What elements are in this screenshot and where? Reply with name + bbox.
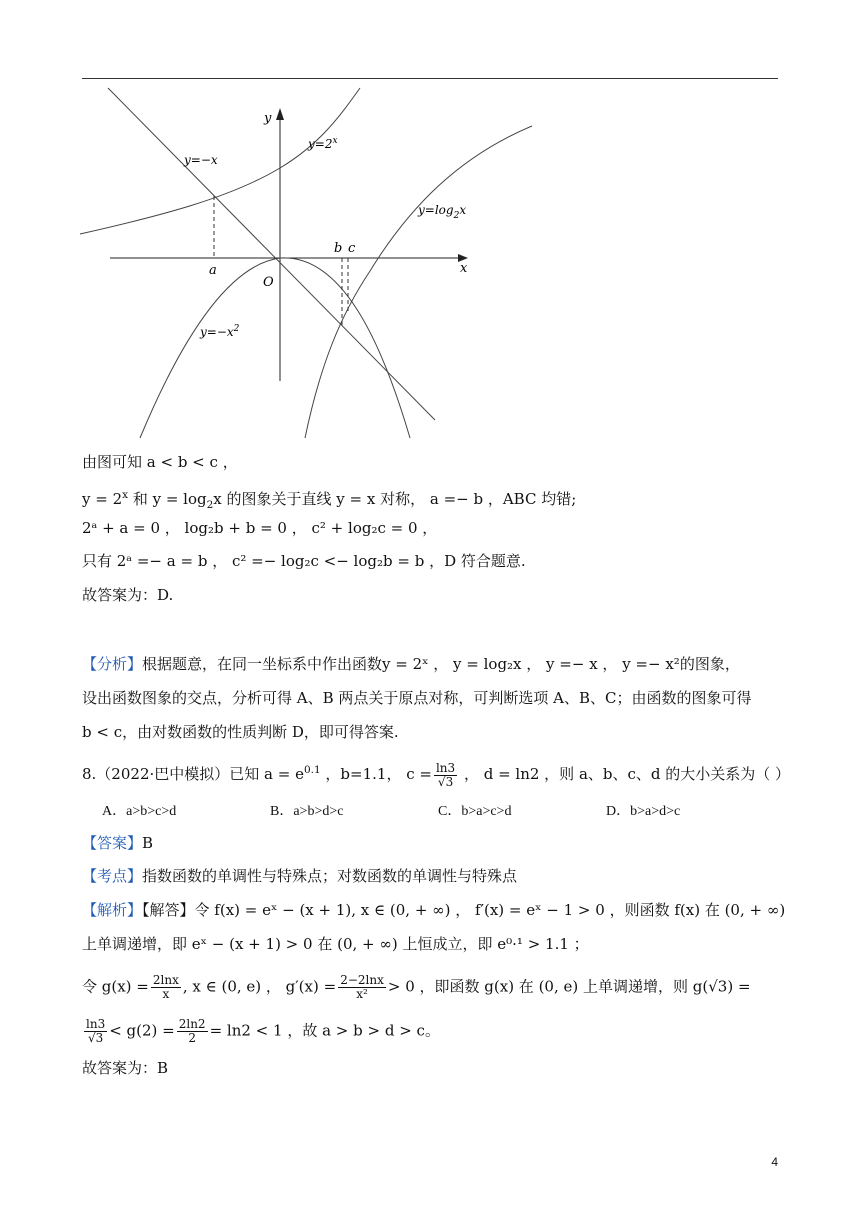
page-number: 4	[771, 1155, 778, 1169]
curve-neg-x-squared	[140, 258, 410, 438]
solution-line-2: 上单调递增，即 eˣ − (x + 1) > 0 在 (0, + ∞) 上恒成立，即 e⁰·¹ > 1.1 ；	[82, 935, 589, 953]
option-d: D．b>a>d>c	[606, 804, 681, 819]
analysis-tag: 【分析】	[82, 655, 143, 673]
text-line-2: $y = 2^x$ 和 $y = \log_2x$ 的图象关于直线 y = x 对称， a =− b ，ABC 均错;	[82, 489, 577, 511]
solution-tag: 【解析】	[82, 901, 143, 919]
label-neg-x-squared: $y=-x^2$	[200, 324, 240, 339]
answer-tag: 【答案】	[82, 834, 143, 852]
analysis-line-2: 设出函数图象的交点，分析可得 A、B 两点关于原点对称，可判断选项 A、B、C；由函数的图象可得	[82, 689, 752, 707]
solution-line-1: 【解析】【解答】令 f(x) = eˣ − (x + 1), x ∈ (0, + ∞) ， f′(x) = eˣ − 1 > 0 ，则函数 f(x) 在 (0, + ∞)	[82, 901, 786, 919]
solution-line-3: 令 g(x) = $\frac{2\ln x}{x}$ , x ∈ (0, e) ， g′(x) = $\frac{2-2\ln x}{\text{x²}}$ > 0 ，即函数 g(x) 在 (0, e) 上单调递增，则 g(√3) =	[82, 973, 751, 1001]
label-y-axis: y	[264, 111, 272, 126]
line-y-neg-x	[108, 88, 435, 420]
knowledge-tag: 【考点】	[82, 867, 143, 885]
option-c: C．b>a>c>d	[438, 804, 512, 819]
question-8: 8.（2022·巴中模拟）已知 $a = e^{0.1}$ ，b=1.1， c = $\frac{\ln 3}{√3}$ ， d = ln2 ，则 a、b、c、d 的大小关系为（ ）	[82, 760, 791, 789]
curve-log2-x	[305, 126, 532, 438]
option-a: A．a>b>c>d	[102, 804, 177, 819]
curve-2-pow-x	[80, 88, 360, 234]
answer-line: 【答案】B	[82, 834, 154, 852]
knowledge-line: 【考点】指数函数的单调性与特殊点；对数函数的单调性与特殊点	[82, 867, 518, 885]
text-line-1: 由图可知 a < b < c ，	[82, 453, 238, 471]
label-point-b: b	[334, 241, 343, 256]
y-axis-arrow	[276, 108, 284, 120]
label-log2x: $y=\log_2x$	[418, 203, 467, 221]
function-graph-figure	[80, 86, 468, 438]
label-point-a: a	[209, 263, 217, 278]
header-rule	[82, 78, 778, 79]
label-x-axis: x	[460, 261, 468, 276]
final-answer-line: 故答案为：B	[82, 1059, 169, 1077]
text-line-3: 2ᵃ + a = 0 ， log₂b + b = 0 ， c² + log₂c = 0 ，	[82, 519, 438, 537]
label-origin: O	[263, 275, 274, 290]
label-y-neg-x: y=−x	[184, 153, 218, 167]
solution-line-4: $\frac{\ln 3}{√3}$ < g(2) = $\frac{2\ln 2}{2}$ = ln2 < 1 ，故 a > b > d > c。	[86, 1017, 440, 1045]
analysis-line-1: 【分析】根据题意，在同一坐标系中作出函数y = 2ˣ ， y = log₂x ， y =− x ， y =− x²的图象，	[82, 655, 740, 673]
label-point-c: c	[348, 241, 356, 256]
option-b: B．a>b>d>c	[270, 804, 344, 819]
text-line-4: 只有 2ᵃ =− a = b ， c² =− log₂c <− log₂b = b ，D 符合题意.	[82, 552, 526, 570]
label-2x: $y=2^x$	[308, 136, 338, 151]
analysis-line-3: b < c，由对数函数的性质判断 D，即可得答案.	[82, 723, 399, 741]
text-line-5: 故答案为：D.	[82, 586, 174, 604]
